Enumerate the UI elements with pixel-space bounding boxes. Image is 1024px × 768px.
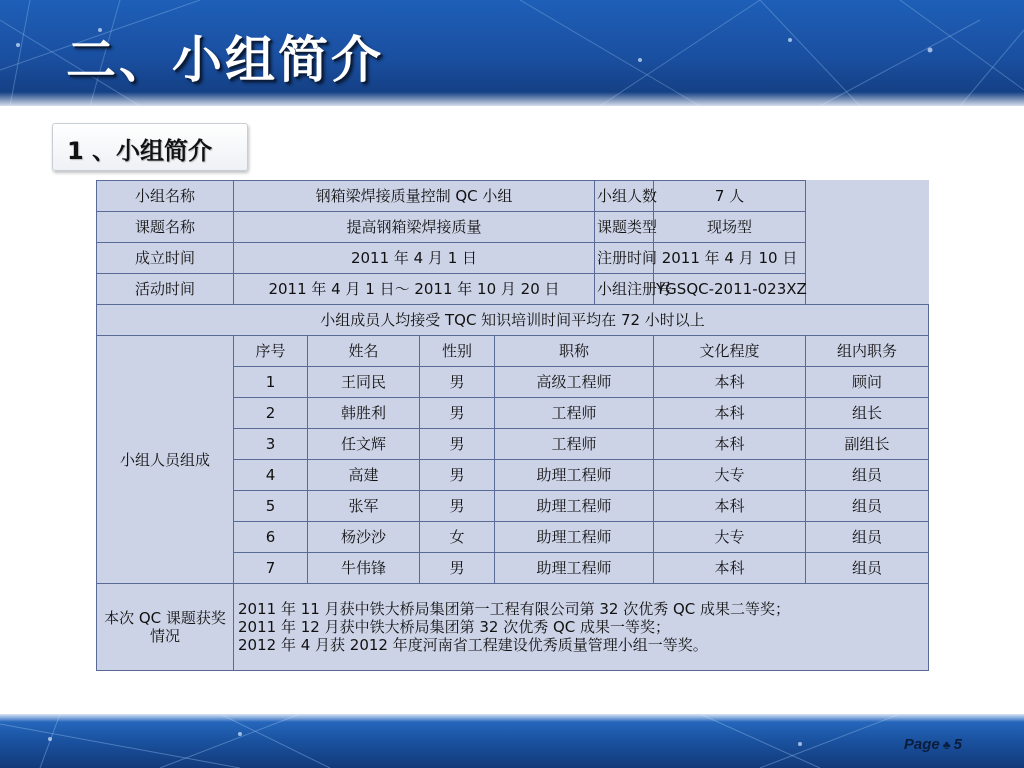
member-cell: 2 <box>234 398 308 429</box>
member-cell: 副组长 <box>806 429 929 460</box>
member-cell: 组员 <box>806 553 929 584</box>
member-cell: 组员 <box>806 491 929 522</box>
info-row <box>97 274 929 305</box>
award-line: 2011 年 11 月获中铁大桥局集团第一工程有限公司第 32 次优秀 QC 成果二等奖； <box>238 600 791 618</box>
member-header-cell: 姓名 <box>308 336 420 367</box>
info-value: 提高钢箱梁焊接质量 <box>234 212 595 243</box>
section-subtitle-text: 1 、小组简介 <box>67 137 213 165</box>
network-background <box>0 714 1024 768</box>
info-label: 小组注册号 <box>595 274 654 305</box>
member-cell: 助理工程师 <box>495 522 654 553</box>
leaf-icon: ♣ <box>942 738 951 752</box>
member-cell: 男 <box>420 398 495 429</box>
member-header-cell: 序号 <box>234 336 308 367</box>
member-cell: 3 <box>234 429 308 460</box>
member-cell: 韩胜利 <box>308 398 420 429</box>
info-row <box>97 212 929 243</box>
member-cell: 男 <box>420 553 495 584</box>
header-band <box>0 0 1024 106</box>
member-cell: 牛伟锋 <box>308 553 420 584</box>
member-cell: 助理工程师 <box>495 460 654 491</box>
info-row <box>97 243 929 274</box>
member-cell: 张军 <box>308 491 420 522</box>
awards-label: 本次 QC 课题获奖情况 <box>97 584 234 671</box>
member-cell: 工程师 <box>495 429 654 460</box>
member-header-cell: 文化程度 <box>654 336 806 367</box>
member-cell: 本科 <box>654 398 806 429</box>
award-line: 2011 年 12 月获中铁大桥局集团第 32 次优秀 QC 成果一等奖； <box>238 618 671 636</box>
member-cell: 杨沙沙 <box>308 522 420 553</box>
member-cell: 6 <box>234 522 308 553</box>
info-label: 课题类型 <box>595 212 654 243</box>
member-cell: 4 <box>234 460 308 491</box>
page-label: Page <box>903 736 940 753</box>
info-label: 小组名称 <box>97 181 234 212</box>
member-header-cell: 组内职务 <box>806 336 929 367</box>
info-value: 2011 年 4 月 10 日 <box>654 243 806 274</box>
awards-row <box>97 584 929 671</box>
member-cell: 高建 <box>308 460 420 491</box>
member-cell: 组员 <box>806 522 929 553</box>
info-label: 小组人数 <box>595 181 654 212</box>
member-cell: 本科 <box>654 491 806 522</box>
member-cell: 本科 <box>654 367 806 398</box>
member-cell: 男 <box>420 429 495 460</box>
member-cell: 男 <box>420 491 495 522</box>
members-label: 小组人员组成 <box>97 336 234 584</box>
info-value: 7 人 <box>654 181 806 212</box>
info-value: 现场型 <box>654 212 806 243</box>
member-cell: 大专 <box>654 522 806 553</box>
member-cell: 顾问 <box>806 367 929 398</box>
member-cell: 男 <box>420 367 495 398</box>
info-value: 2011 年 4 月 1 日 <box>234 243 595 274</box>
member-cell: 大专 <box>654 460 806 491</box>
page-number: 5 <box>953 736 962 753</box>
footer-band <box>0 714 1024 768</box>
section-subtitle <box>52 123 248 171</box>
training-note: 小组成员人均接受 TQC 知识培训时间平均在 72 小时以上 <box>97 305 929 336</box>
member-cell: 王同民 <box>308 367 420 398</box>
info-label: 活动时间 <box>97 274 234 305</box>
info-value: YGSQC-2011-023XZ <box>654 274 806 305</box>
member-header-cell: 职称 <box>495 336 654 367</box>
page-title: 二、小组简介 <box>66 31 384 89</box>
member-cell: 高级工程师 <box>495 367 654 398</box>
member-header-cell: 性别 <box>420 336 495 367</box>
info-label: 成立时间 <box>97 243 234 274</box>
member-cell: 助理工程师 <box>495 491 654 522</box>
member-cell: 男 <box>420 460 495 491</box>
member-cell: 组长 <box>806 398 929 429</box>
info-value: 钢箱梁焊接质量控制 QC 小组 <box>234 181 595 212</box>
page-indicator <box>904 736 962 753</box>
member-cell: 5 <box>234 491 308 522</box>
info-value: 2011 年 4 月 1 日～ 2011 年 10 月 20 日 <box>234 274 595 305</box>
member-cell: 1 <box>234 367 308 398</box>
member-header-row <box>97 336 929 367</box>
info-label: 注册时间 <box>595 243 654 274</box>
member-cell: 本科 <box>654 429 806 460</box>
training-row <box>97 305 929 336</box>
member-cell: 组员 <box>806 460 929 491</box>
awards-cell <box>234 584 929 671</box>
award-line: 2012 年 4 月获 2012 年度河南省工程建设优秀质量管理小组一等奖。 <box>238 636 708 654</box>
member-cell: 7 <box>234 553 308 584</box>
member-cell: 助理工程师 <box>495 553 654 584</box>
member-cell: 任文辉 <box>308 429 420 460</box>
member-cell: 本科 <box>654 553 806 584</box>
member-cell: 女 <box>420 522 495 553</box>
info-label: 课题名称 <box>97 212 234 243</box>
info-row <box>97 181 929 212</box>
member-cell: 工程师 <box>495 398 654 429</box>
group-info-table <box>96 180 929 671</box>
